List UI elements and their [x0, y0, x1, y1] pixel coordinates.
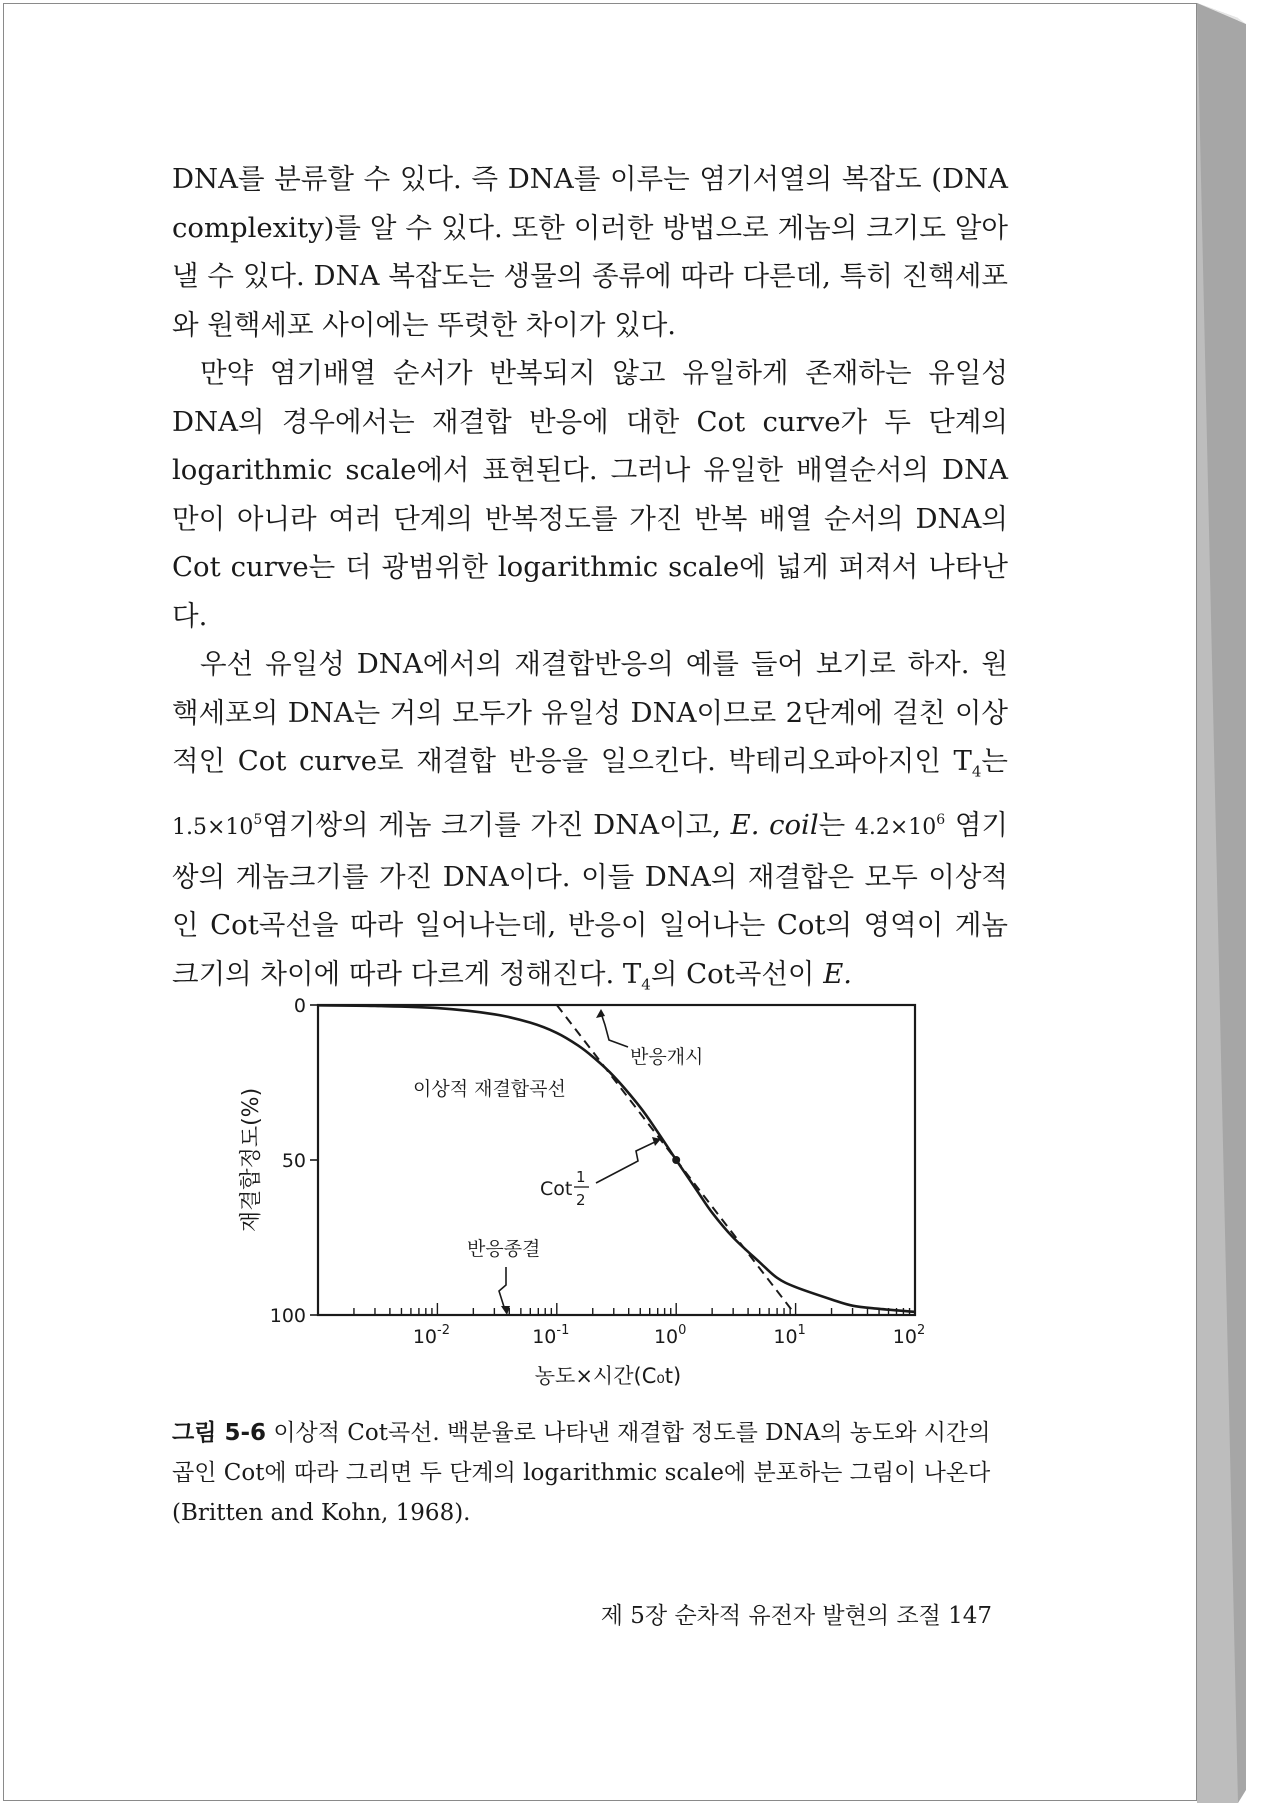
- x-tick-label: $10^1$: [773, 1323, 806, 1348]
- y-axis-label: 재결합정도(%): [239, 1087, 264, 1233]
- species-name: E. coil: [730, 809, 819, 842]
- caption-text: 이상적 Cot곡선. 백분율로 나타낸 재결합 정도를 DNA의 농도와 시간의 곱인 Cot에 따라 그리면 두 단계의 logarithmic scale에 분포하는 그림이 나온다(Britten and Kohn, 1968).: [172, 1420, 991, 1526]
- figure-caption: [172, 1413, 1014, 1533]
- x-tick-label: $10^0$: [653, 1323, 687, 1348]
- half-cot-label: Cot: [540, 1178, 573, 1200]
- page-footer: 제 5장 순차적 유전자 발현의 조절 147: [600, 1603, 992, 1629]
- half-cot-point: [672, 1156, 680, 1164]
- x-tick-label: $10^2$: [892, 1323, 926, 1348]
- half-cot-numerator: 1: [576, 1168, 586, 1186]
- x-tick-label: $10^{-1}$: [532, 1323, 570, 1348]
- cot-curve-line: [318, 1005, 915, 1312]
- y-tick-label: 0: [293, 995, 306, 1017]
- y-tick-labels: [270, 995, 306, 1327]
- y-tick-label: 50: [281, 1150, 306, 1172]
- x-axis-label: 농도×시간(C₀t): [534, 1364, 682, 1388]
- start-arrow: [601, 1013, 628, 1047]
- paragraph: 만약 염기배열 순서가 반복되지 않고 유일하게 존재하는 유일성 DNA의 경우에서는 재결합 반응에 대한 Cot curve가 두 단계의 logarithmic scale에서 표현된다. 그러나 유일한 배열순서의 DNA만이 아니라 여러 단계의 반복정도를 가진 반복 배열 순서의 DNA의 Cot curve는 더 광범위한 logarithmic scale에 넓게 퍼져서 나타난다.: [172, 357, 1008, 632]
- paragraph: DNA를 분류할 수 있다. 즉 DNA를 이루는 염기서열의 복잡도 (DNA complexity)를 알 수 있다. 또한 이러한 방법으로 게놈의 크기도 알아낼 수 있다. DNA 복잡도는 생물의 종류에 따라 다른데, 특히 진핵세포와 원핵세포 사이에는 뚜렷한 차이가 있다.: [172, 163, 1008, 341]
- paragraph: 우선 유일성 DNA에서의 재결합반응의 예를 들어 보기로 하자. 원핵세포의 DNA는 거의 모두가 유일성 DNA이므로 2단계에 걸친 이상적인 Cot curve로 재결합 반응을 일으킨다. 박테리오파아지인 $T_4$는 $1.5\times 10^5$염기쌍의 게놈 크기를 가진 DNA이고, E. coil는 $4.2\times 10^6$ 염기쌍의 게놈크기를 가진 DNA이다. 이들 DNA의 재결합은 모두 이상적인 Cot곡선을 따라 일어나는데, 반응이 일어나는 Cot의 영역이 게놈 크기의 차이에 따라 다르게 정해진다. $T_4$의 Cot곡선이 E.: [172, 648, 1008, 994]
- curve-label: 이상적 재결합곡선: [413, 1078, 566, 1100]
- body-text: [172, 155, 1008, 1009]
- axis-ticks: [310, 1005, 910, 1315]
- cot-curve-chart: [228, 985, 958, 1405]
- caption-label: 그림 5-6: [172, 1420, 266, 1446]
- plot-frame: [318, 1005, 915, 1315]
- half-cot-denominator: 2: [576, 1191, 586, 1209]
- end-arrow: [499, 1267, 506, 1310]
- x-tick-labels: [413, 1323, 925, 1348]
- y-tick-label: 100: [269, 1305, 306, 1327]
- start-label: 반응개시: [630, 1046, 704, 1068]
- half-cot-arrow: [596, 1141, 657, 1183]
- end-label: 반응종결: [467, 1238, 541, 1260]
- x-tick-label: $10^{-2}$: [412, 1323, 450, 1348]
